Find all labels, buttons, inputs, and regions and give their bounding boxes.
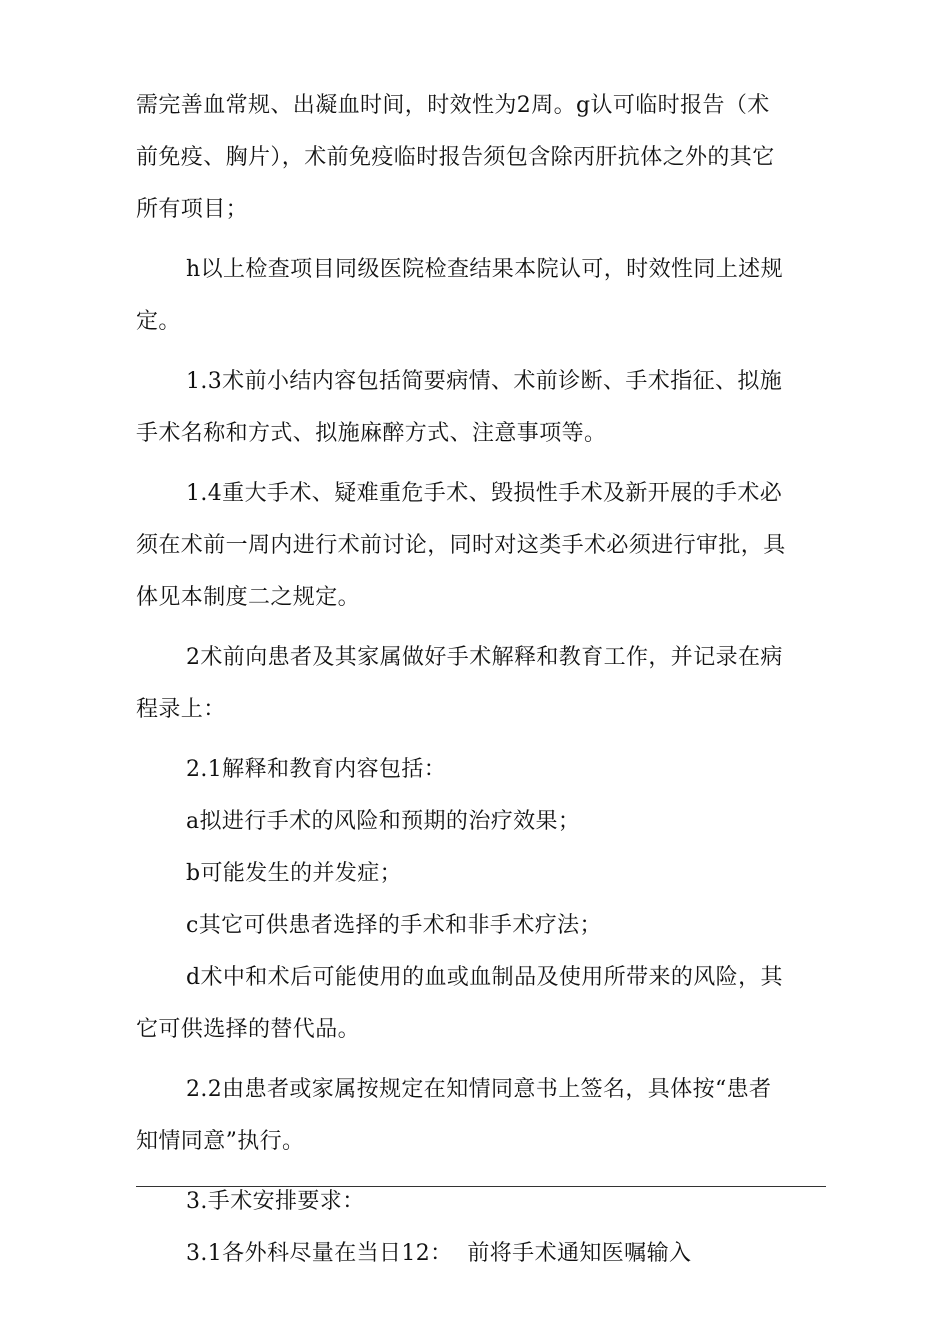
text-line: 3.手术安排要求： <box>186 1189 365 1214</box>
text-line: 1.3术前小结内容包括简要病情、术前诊断、手术指征、拟施 <box>186 369 783 394</box>
text-line: 知情同意”执行。 <box>136 1129 305 1154</box>
text-line: 体见本制度二之规定。 <box>136 585 361 610</box>
text-line: 所有项目； <box>136 197 249 222</box>
text-line: 须在术前一周内进行术前讨论，同时对这类手术必须进行审批，具 <box>136 533 786 558</box>
text-line: d术中和术后可能使用的血或血制品及使用所带来的风险，其 <box>186 965 783 990</box>
text-line: 手术名称和方式、拟施麻醉方式、注意事项等。 <box>136 421 607 446</box>
paragraph-1-3 <box>136 356 826 460</box>
text-line: 2.2由患者或家属按规定在知情同意书上签名，具体按“患者 <box>186 1077 772 1102</box>
paragraph-gap <box>136 460 826 468</box>
paragraph-2-2 <box>136 1064 826 1168</box>
text-line: b可能发生的并发症； <box>186 861 403 886</box>
text-line: 2术前向患者及其家属做好手术解释和教育工作，并记录在病 <box>186 645 783 670</box>
document-body <box>136 80 826 1280</box>
paragraph-2 <box>136 632 826 736</box>
paragraph-item-h <box>136 244 826 348</box>
paragraph-item-c <box>136 900 826 952</box>
text-line: c其它可供患者选择的手术和非手术疗法； <box>186 913 602 938</box>
paragraph-item-a <box>136 796 826 848</box>
footer-divider <box>136 1186 826 1187</box>
paragraph-2-1 <box>136 744 826 796</box>
paragraph-gap <box>136 624 826 632</box>
paragraph-gap <box>136 736 826 744</box>
paragraph-gap <box>136 236 826 244</box>
text-line: 需完善血常规、出凝血时间，时效性为2周。g认可临时报告（术 <box>136 93 770 118</box>
text-line: 前免疫、胸片），术前免疫临时报告须包含除丙肝抗体之外的其它 <box>136 145 775 170</box>
text-line: a拟进行手术的风险和预期的治疗效果； <box>186 809 581 834</box>
paragraph-3-1 <box>136 1228 826 1280</box>
paragraph-3-heading <box>136 1176 826 1228</box>
paragraph-gap <box>136 1168 826 1176</box>
text-line: 1.4重大手术、疑难重危手术、毁损性手术及新开展的手术必 <box>186 481 783 506</box>
text-line: 程录上： <box>136 697 226 722</box>
text-line: 2.1解释和教育内容包括： <box>186 757 447 782</box>
paragraph-item-d <box>136 952 826 1056</box>
paragraph-gap <box>136 348 826 356</box>
text-line: h以上检查项目同级医院检查结果本院认可，时效性同上述规 <box>186 257 783 282</box>
text-line: 它可供选择的替代品。 <box>136 1017 361 1042</box>
text-line: 定。 <box>136 309 181 334</box>
paragraph-lab-requirements <box>136 80 826 236</box>
paragraph-1-4 <box>136 468 826 624</box>
paragraph-item-b <box>136 848 826 900</box>
text-line: 3.1各外科尽量在当日12： 前将手术通知医嘱输入 <box>186 1241 692 1266</box>
paragraph-gap <box>136 1056 826 1064</box>
